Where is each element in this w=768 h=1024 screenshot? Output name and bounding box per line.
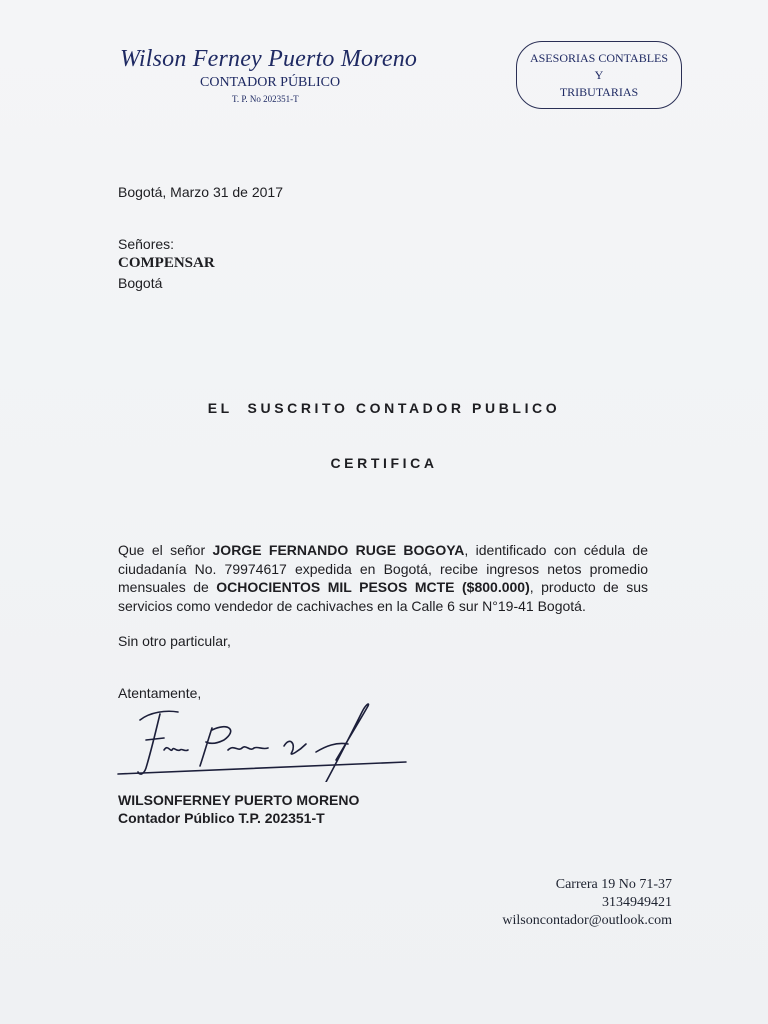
recipient-city: Bogotá	[118, 275, 163, 291]
certification-body	[118, 541, 648, 615]
body-text: , producto de sus servicios como vendedor de cachivaches en la Calle 6 sur N°19-41 Bogotá.	[118, 579, 648, 614]
footer-address: Carrera 19 No 71-37	[555, 877, 672, 892]
body-text: , identificado con cédula de ciudadanía No. 79974617 expedida en Bogotá, recibe ingresos netos promedio mensuales de	[118, 542, 648, 595]
letter-date: Bogotá, Marzo 31 de 2017	[118, 184, 284, 200]
person-name: JORGE FERNANDO RUGE BOGOYA	[212, 542, 465, 558]
amount: OCHOCIENTOS MIL PESOS MCTE ($800.000)	[216, 579, 530, 595]
signer-name: WILSONFERNEY PUERTO MORENO	[118, 792, 360, 808]
signer-title: Contador Público T.P. 202351-T	[118, 810, 325, 826]
regards: Atentamente,	[118, 685, 202, 701]
stamp-line: TRIBUTARIAS	[559, 85, 639, 99]
heading: EL SUSCRITO CONTADOR PUBLICO	[207, 400, 561, 416]
subheading: CERTIFICA	[330, 455, 438, 471]
recipient: COMPENSAR	[118, 255, 215, 271]
signature	[116, 700, 416, 782]
salutation: Señores:	[118, 236, 175, 252]
footer-phone: 3134949421	[602, 895, 672, 910]
header-tp: T. P. No 202351-T	[232, 94, 299, 104]
stamp-line: Y	[594, 68, 604, 82]
stamp-line: ASESORIAS CONTABLES	[529, 51, 669, 65]
body-text: Que el señor	[118, 542, 213, 558]
company-stamp	[516, 41, 682, 109]
closing-line: Sin otro particular,	[118, 633, 231, 649]
footer-email: wilsoncontador@outlook.com	[502, 913, 672, 928]
header-title: CONTADOR PÚBLICO	[200, 75, 341, 90]
header-name: Wilson Ferney Puerto Moreno	[120, 46, 418, 72]
